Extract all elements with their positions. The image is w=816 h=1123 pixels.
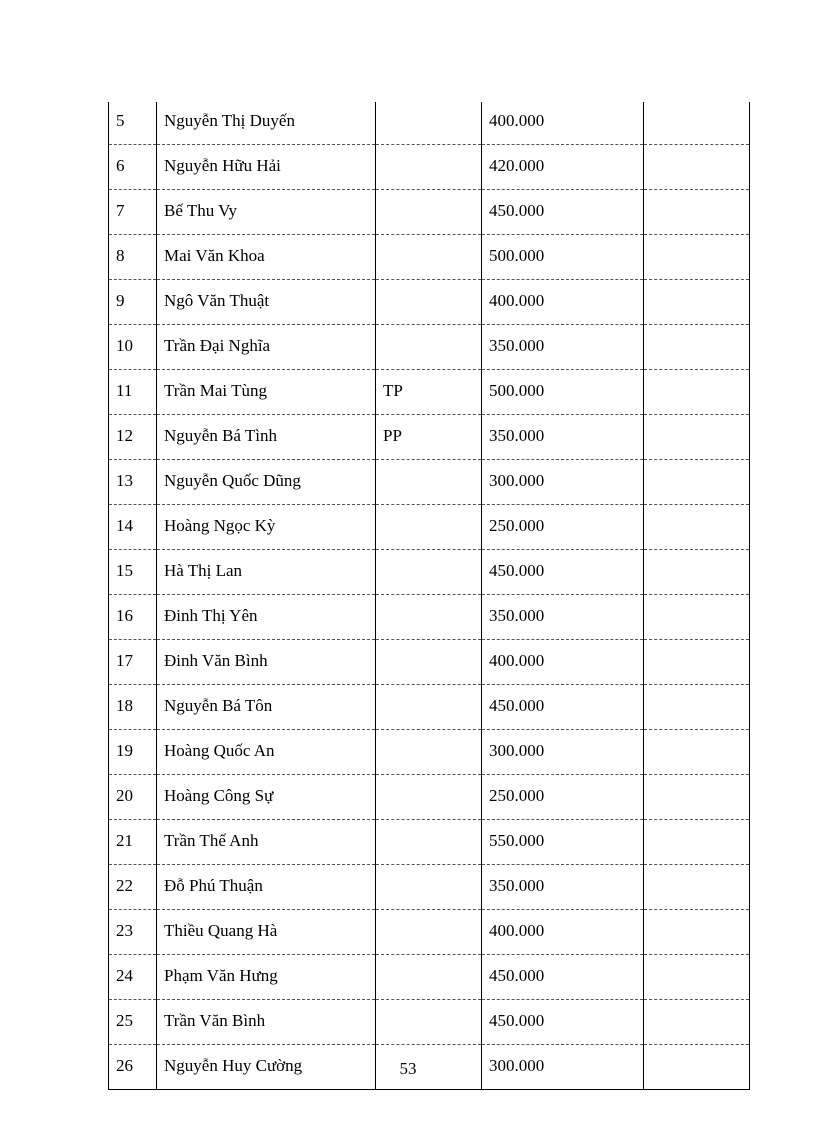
cell-name: Bế Thu Vy — [157, 190, 376, 235]
cell-amount: 400.000 — [482, 102, 644, 145]
page-number: 53 — [399, 1059, 417, 1078]
cell-note — [644, 730, 750, 775]
cell-role — [376, 730, 482, 775]
table-row — [109, 460, 750, 505]
cell-name: Ngô Văn Thuật — [157, 280, 376, 325]
cell-amount: 450.000 — [482, 190, 644, 235]
cell-role — [376, 775, 482, 820]
cell-note — [644, 1000, 750, 1045]
cell-role — [376, 280, 482, 325]
cell-note — [644, 820, 750, 865]
cell-name: Nguyễn Bá Tình — [157, 415, 376, 460]
cell-stt: 11 — [109, 370, 157, 415]
cell-stt: 21 — [109, 820, 157, 865]
cell-name: Đỗ Phú Thuận — [157, 865, 376, 910]
cell-stt: 13 — [109, 460, 157, 505]
cell-note — [644, 775, 750, 820]
cell-stt: 15 — [109, 550, 157, 595]
cell-note — [644, 505, 750, 550]
cell-note — [644, 235, 750, 280]
table-row — [109, 595, 750, 640]
cell-stt: 10 — [109, 325, 157, 370]
table-row — [109, 955, 750, 1000]
cell-amount: 450.000 — [482, 685, 644, 730]
cell-note — [644, 325, 750, 370]
cell-name: Thiều Quang Hà — [157, 910, 376, 955]
cell-role: TP — [376, 370, 482, 415]
cell-note — [644, 370, 750, 415]
cell-name: Trần Văn Bình — [157, 1000, 376, 1045]
cell-name: Nguyễn Hữu Hải — [157, 145, 376, 190]
cell-note — [644, 685, 750, 730]
cell-stt: 20 — [109, 775, 157, 820]
cell-role — [376, 325, 482, 370]
cell-note — [644, 865, 750, 910]
table-row — [109, 640, 750, 685]
cell-note — [644, 190, 750, 235]
cell-name: Đinh Thị Yên — [157, 595, 376, 640]
table-row — [109, 415, 750, 460]
table-row — [109, 730, 750, 775]
cell-name: Phạm Văn Hưng — [157, 955, 376, 1000]
cell-stt: 18 — [109, 685, 157, 730]
cell-role — [376, 460, 482, 505]
cell-note — [644, 145, 750, 190]
cell-role — [376, 910, 482, 955]
cell-role — [376, 640, 482, 685]
cell-note — [644, 595, 750, 640]
cell-name: Nguyễn Huy Cường — [157, 1045, 376, 1090]
cell-stt: 6 — [109, 145, 157, 190]
table-row — [109, 505, 750, 550]
cell-name: Trần Đại Nghĩa — [157, 325, 376, 370]
cell-amount: 450.000 — [482, 955, 644, 1000]
cell-stt: 14 — [109, 505, 157, 550]
allowance-table — [108, 102, 750, 1090]
cell-amount: 400.000 — [482, 280, 644, 325]
table-row — [109, 820, 750, 865]
cell-stt: 26 — [109, 1045, 157, 1090]
cell-stt: 17 — [109, 640, 157, 685]
table-row — [109, 280, 750, 325]
cell-stt: 22 — [109, 865, 157, 910]
cell-role — [376, 190, 482, 235]
table-row — [109, 370, 750, 415]
cell-stt: 23 — [109, 910, 157, 955]
cell-name: Nguyễn Bá Tôn — [157, 685, 376, 730]
cell-name: Trần Mai Tùng — [157, 370, 376, 415]
cell-amount: 250.000 — [482, 505, 644, 550]
table-row — [109, 325, 750, 370]
cell-name: Nguyễn Quốc Dũng — [157, 460, 376, 505]
table-row — [109, 865, 750, 910]
table-row — [109, 775, 750, 820]
cell-note — [644, 280, 750, 325]
cell-role — [376, 1000, 482, 1045]
cell-role — [376, 102, 482, 145]
cell-name: Mai Văn Khoa — [157, 235, 376, 280]
cell-amount: 350.000 — [482, 415, 644, 460]
cell-stt: 7 — [109, 190, 157, 235]
cell-amount: 350.000 — [482, 595, 644, 640]
cell-name: Đinh Văn Bình — [157, 640, 376, 685]
cell-stt: 8 — [109, 235, 157, 280]
table-body — [109, 102, 750, 1090]
cell-amount: 350.000 — [482, 325, 644, 370]
table-row — [109, 190, 750, 235]
cell-amount: 300.000 — [482, 460, 644, 505]
cell-role — [376, 235, 482, 280]
cell-amount: 350.000 — [482, 865, 644, 910]
cell-role — [376, 865, 482, 910]
cell-amount: 300.000 — [482, 730, 644, 775]
cell-stt: 24 — [109, 955, 157, 1000]
cell-amount: 400.000 — [482, 640, 644, 685]
cell-name: Hoàng Công Sự — [157, 775, 376, 820]
cell-note — [644, 460, 750, 505]
cell-note — [644, 955, 750, 1000]
cell-stt: 12 — [109, 415, 157, 460]
cell-role — [376, 145, 482, 190]
cell-stt: 19 — [109, 730, 157, 775]
cell-amount: 400.000 — [482, 910, 644, 955]
cell-name: Hoàng Quốc An — [157, 730, 376, 775]
cell-amount: 420.000 — [482, 145, 644, 190]
cell-stt: 25 — [109, 1000, 157, 1045]
cell-name: Nguyễn Thị Duyến — [157, 102, 376, 145]
table-row — [109, 102, 750, 145]
cell-name: Hoàng Ngọc Kỳ — [157, 505, 376, 550]
cell-note — [644, 910, 750, 955]
cell-note — [644, 102, 750, 145]
cell-role — [376, 685, 482, 730]
cell-stt: 5 — [109, 102, 157, 145]
cell-stt: 9 — [109, 280, 157, 325]
cell-amount: 450.000 — [482, 1000, 644, 1045]
cell-note — [644, 640, 750, 685]
cell-stt: 16 — [109, 595, 157, 640]
cell-role — [376, 595, 482, 640]
table-row — [109, 910, 750, 955]
cell-name: Hà Thị Lan — [157, 550, 376, 595]
cell-role — [376, 550, 482, 595]
cell-role: PP — [376, 415, 482, 460]
cell-amount: 250.000 — [482, 775, 644, 820]
cell-role — [376, 820, 482, 865]
cell-role — [376, 505, 482, 550]
cell-amount: 500.000 — [482, 370, 644, 415]
cell-note — [644, 415, 750, 460]
cell-amount: 500.000 — [482, 235, 644, 280]
cell-amount: 450.000 — [482, 550, 644, 595]
cell-amount: 300.000 — [482, 1045, 644, 1090]
cell-amount: 550.000 — [482, 820, 644, 865]
table-row — [109, 1000, 750, 1045]
table-row — [109, 145, 750, 190]
table-row — [109, 550, 750, 595]
cell-role — [376, 955, 482, 1000]
table-row — [109, 235, 750, 280]
cell-note — [644, 550, 750, 595]
cell-name: Trần Thế Anh — [157, 820, 376, 865]
table-row — [109, 685, 750, 730]
